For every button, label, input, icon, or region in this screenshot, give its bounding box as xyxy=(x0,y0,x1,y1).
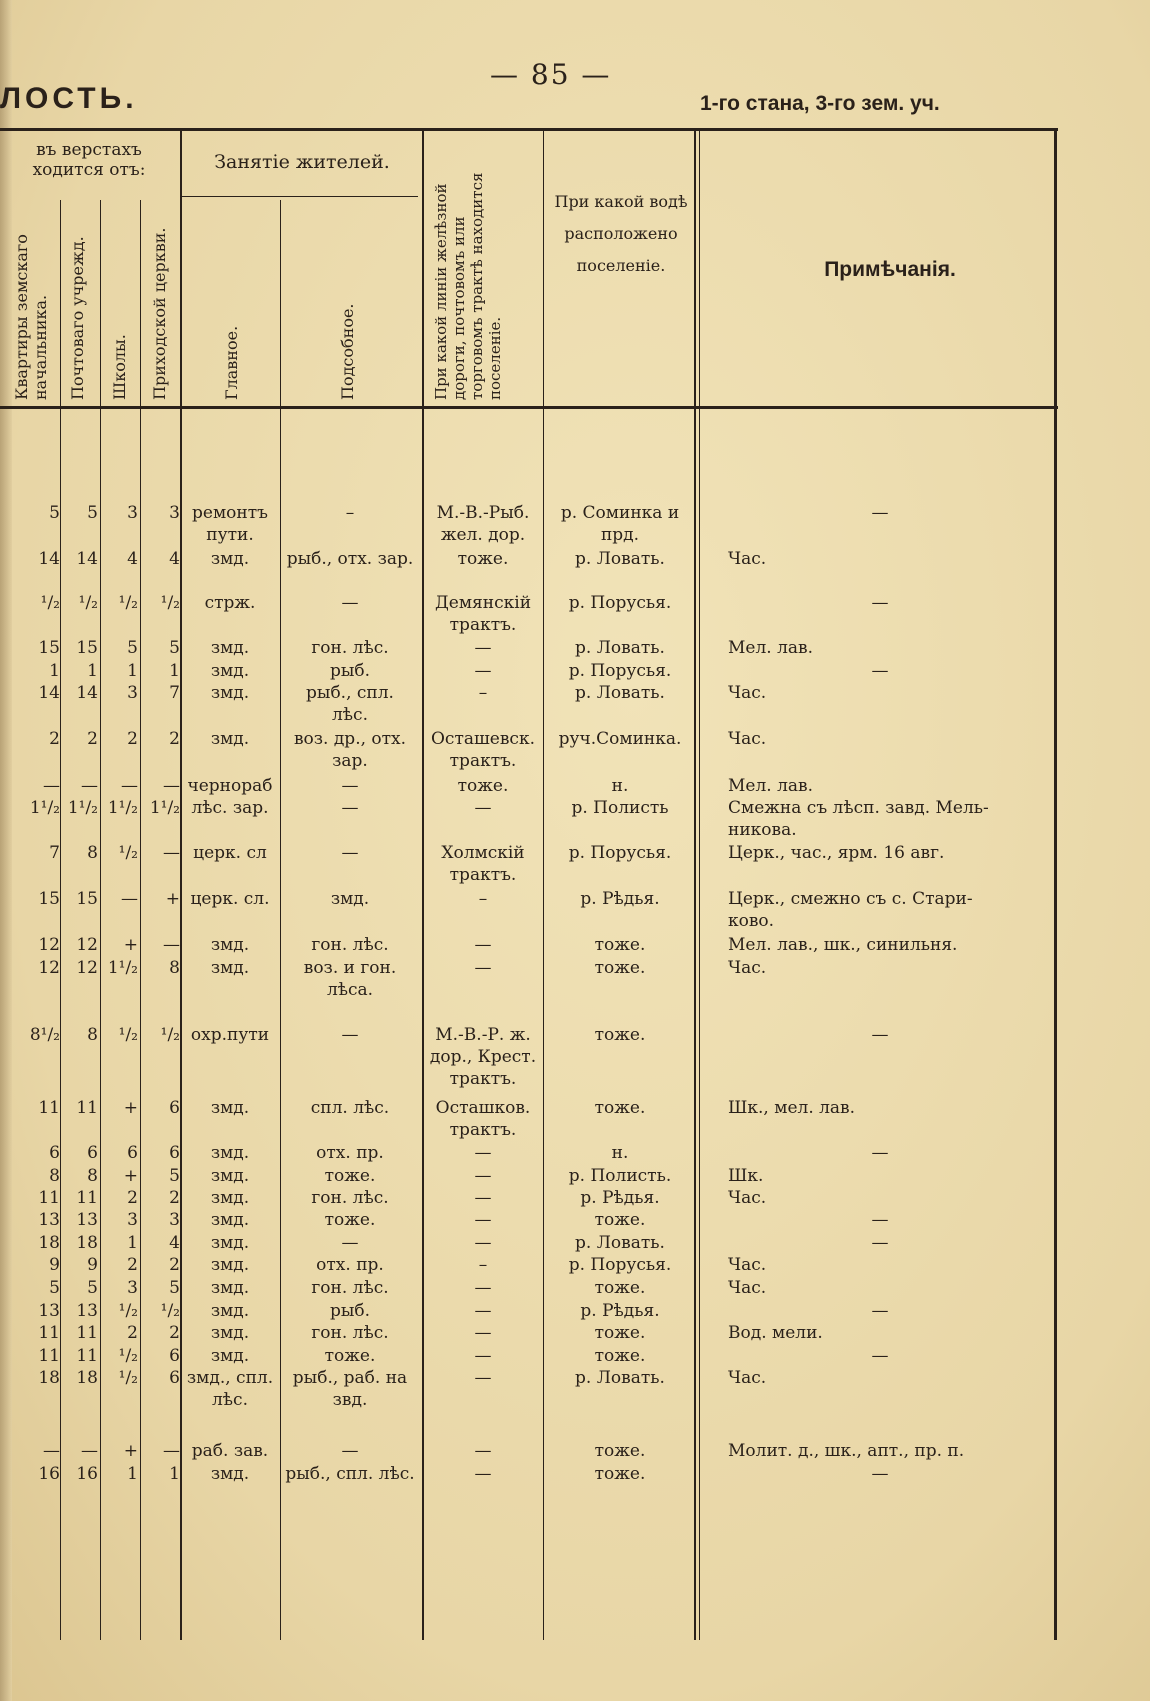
main-header: Главное. xyxy=(222,325,241,400)
distance-cell: 15 xyxy=(38,889,60,909)
note-cell: Час. xyxy=(728,549,767,569)
distance-cell: 2 xyxy=(127,1255,138,1275)
occupation-main-cell: церк. сл. xyxy=(190,889,270,909)
road-cell: – xyxy=(478,683,488,703)
distance-cell: — xyxy=(121,776,138,796)
distance-cell: 13 xyxy=(38,1301,60,1321)
distance-cell: 11 xyxy=(38,1346,60,1366)
road-cell: Холмскій трактъ. xyxy=(441,843,525,885)
occupation-aux-cell: гон. лѣс. xyxy=(311,1278,389,1298)
road-cell: – xyxy=(478,889,488,909)
distance-cell: 5 xyxy=(87,503,98,523)
water-cell: тоже. xyxy=(594,1441,646,1461)
water-cell: р. Рѣдья. xyxy=(580,1188,660,1208)
distance-cell: 3 xyxy=(169,503,180,523)
distance-cell: 2 xyxy=(87,729,98,749)
road-cell: — xyxy=(474,1188,492,1208)
distance-cell: 1 xyxy=(169,1464,180,1484)
distance-cell: 13 xyxy=(38,1210,60,1230)
occupation-aux-cell: — xyxy=(341,1025,359,1045)
occupation-aux-cell: гон. лѣс. xyxy=(311,638,389,658)
occupation-aux-cell: рыб., спл. лѣс. xyxy=(306,683,394,725)
col-divider xyxy=(140,200,141,1640)
note-cell: Час. xyxy=(728,683,767,703)
occupation-aux-cell: тоже. xyxy=(324,1166,376,1186)
note-cell: Час. xyxy=(728,1278,767,1298)
distance-cell: 7 xyxy=(49,843,60,863)
distance-cell: — xyxy=(163,843,180,863)
table-top-rule xyxy=(0,128,1058,131)
distance-cell: 18 xyxy=(76,1233,98,1253)
road-cell: Демянскій трактъ. xyxy=(434,593,532,635)
distance-cell: ¹/₂ xyxy=(118,1368,138,1388)
road-cell: — xyxy=(474,1368,492,1388)
distance-cell: 5 xyxy=(127,638,138,658)
note-cell: Час. xyxy=(728,729,767,749)
note-cell: Час. xyxy=(728,1255,767,1275)
distance-cell: ¹/₂ xyxy=(160,1025,180,1045)
occupation-main-cell: змд. xyxy=(210,1346,250,1366)
distance-cell: 6 xyxy=(87,1143,98,1163)
distance-cell: 6 xyxy=(169,1368,180,1388)
distance-cell: — xyxy=(81,776,98,796)
road-cell: — xyxy=(474,1301,492,1321)
distance-cell: ¹/₂ xyxy=(118,1346,138,1366)
col-divider xyxy=(100,200,101,1640)
zemsky-header: Квартиры земскаго начальника. xyxy=(12,234,50,400)
water-header: При какой водѣ расположено поселеніе. xyxy=(554,192,688,275)
occupation-main-cell: змд. xyxy=(210,1464,250,1484)
note-cell: Час. xyxy=(728,958,767,978)
distance-cell: 15 xyxy=(76,638,98,658)
occupation-main-cell: змд. xyxy=(210,1143,250,1163)
note-cell: Мел. лав. xyxy=(728,638,813,658)
water-cell: тоже. xyxy=(594,1098,646,1118)
note-cell: — xyxy=(871,1143,889,1163)
occupation-aux-cell: тоже. xyxy=(324,1346,376,1366)
occupation-main-cell: змд. xyxy=(210,1166,250,1186)
water-cell: р. Соминка и прд. xyxy=(560,503,680,545)
col-divider xyxy=(180,130,182,1640)
distance-cell: ¹/₂ xyxy=(40,593,60,613)
distance-cell: 4 xyxy=(169,1233,180,1253)
note-cell: Смежна съ лѣсп. завд. Мель- никова. xyxy=(728,798,989,840)
note-cell: Вод. мели. xyxy=(728,1323,823,1343)
water-cell: р. Рѣдья. xyxy=(580,1301,660,1321)
occupation-aux-cell: — xyxy=(341,776,359,796)
note-cell: — xyxy=(871,593,889,613)
distance-cell: 6 xyxy=(169,1346,180,1366)
road-cell: — xyxy=(474,1278,492,1298)
distance-cell: 1¹/₂ xyxy=(107,958,138,978)
occupation-main-cell: змд. xyxy=(210,549,250,569)
distance-cell: 13 xyxy=(76,1301,98,1321)
distance-cell: 12 xyxy=(38,935,60,955)
note-cell: — xyxy=(871,1233,889,1253)
distance-cell: ¹/₂ xyxy=(78,593,98,613)
occupation-aux-cell: рыб. xyxy=(329,661,371,681)
distance-cell: 5 xyxy=(169,638,180,658)
distance-cell: 8 xyxy=(87,1166,98,1186)
distance-cell: 8¹/₂ xyxy=(29,1025,60,1045)
distance-cell: 2 xyxy=(127,729,138,749)
note-cell: Мел. лав. xyxy=(728,776,813,796)
distance-cell: 12 xyxy=(38,958,60,978)
road-cell: — xyxy=(474,661,492,681)
occupation-main-cell: змд. xyxy=(210,683,250,703)
distance-cell: — xyxy=(163,935,180,955)
road-cell: — xyxy=(474,1323,492,1343)
distance-cell: 18 xyxy=(76,1368,98,1388)
road-cell: тоже. xyxy=(457,776,509,796)
water-cell: р. Ловать. xyxy=(575,1233,665,1253)
distance-cell: 6 xyxy=(169,1098,180,1118)
note-cell: Шк. xyxy=(728,1166,764,1186)
auxiliary-header: Подсобное. xyxy=(338,303,357,400)
distance-cell: 2 xyxy=(169,1188,180,1208)
road-cell: тоже. xyxy=(457,549,509,569)
note-cell: — xyxy=(871,1210,889,1230)
distance-cell: 5 xyxy=(169,1278,180,1298)
distance-cell: ¹/₂ xyxy=(160,1301,180,1321)
distance-cell: 16 xyxy=(38,1464,60,1484)
occupation-main-cell: стрж. xyxy=(204,593,256,613)
distance-cell: 3 xyxy=(127,503,138,523)
distance-cell: 6 xyxy=(169,1143,180,1163)
distance-cell: 2 xyxy=(169,729,180,749)
distance-cell: 15 xyxy=(38,638,60,658)
notes-header: Примѣчанія. xyxy=(824,258,956,281)
distance-cell: 7 xyxy=(169,683,180,703)
note-cell: Шк., мел. лав. xyxy=(728,1098,856,1118)
occupation-main-cell: змд. xyxy=(210,1278,250,1298)
water-cell: н. xyxy=(611,776,629,796)
road-cell: — xyxy=(474,1441,492,1461)
distance-cell: 1 xyxy=(49,661,60,681)
occupation-aux-cell: — xyxy=(341,1441,359,1461)
distance-cell: — xyxy=(121,889,138,909)
distance-cell: 1 xyxy=(169,661,180,681)
distance-cell: 11 xyxy=(76,1323,98,1343)
school-header: Школы. xyxy=(110,334,129,400)
water-cell: тоже. xyxy=(594,958,646,978)
note-cell: Час. xyxy=(728,1188,767,1208)
occupation-aux-cell: — xyxy=(341,843,359,863)
distance-cell: 18 xyxy=(38,1233,60,1253)
distance-cell: 2 xyxy=(49,729,60,749)
distance-cell: 1¹/₂ xyxy=(29,798,60,818)
water-cell: р. Полисть xyxy=(571,798,669,818)
occupation-group-header: Занятіе жителей. xyxy=(214,151,390,173)
note-cell: — xyxy=(871,503,889,523)
distance-cell: 1¹/₂ xyxy=(149,798,180,818)
note-cell: Церк., смежно съ с. Стари- ково. xyxy=(728,889,973,931)
occupation-aux-cell: воз. и гон. лѣса. xyxy=(303,958,397,1000)
occupation-aux-cell: – xyxy=(345,503,355,523)
water-cell: тоже. xyxy=(594,1323,646,1343)
occupation-aux-cell: рыб., спл. лѣс. xyxy=(285,1464,415,1484)
water-cell: р. Порусья. xyxy=(568,1255,672,1275)
distance-cell: 1 xyxy=(127,1233,138,1253)
water-cell: тоже. xyxy=(594,935,646,955)
distance-cell: 3 xyxy=(127,683,138,703)
water-cell: руч.Соминка. xyxy=(558,729,682,749)
note-cell: Молит. д., шк., апт., пр. п. xyxy=(728,1441,965,1461)
occupation-main-cell: змд. xyxy=(210,1255,250,1275)
distance-cell: + xyxy=(123,935,138,955)
distance-cell: 8 xyxy=(49,1166,60,1186)
col-divider xyxy=(694,130,696,1640)
occupation-main-cell: змд. xyxy=(210,1188,250,1208)
occupation-aux-cell: гон. лѣс. xyxy=(311,1188,389,1208)
occupation-main-cell: змд. xyxy=(210,661,250,681)
district-title: 1-го стана, 3-го зем. уч. xyxy=(700,92,940,115)
occupation-aux-cell: отх. пр. xyxy=(316,1255,384,1275)
distance-cell: 1¹/₂ xyxy=(67,798,98,818)
note-cell: Церк., час., ярм. 16 авг. xyxy=(728,843,945,863)
water-cell: р. Рѣдья. xyxy=(580,889,660,909)
road-header: При какой линіи желѣзной дороги, почтовомъ или торговомъ трактѣ находится поселеніе. xyxy=(432,172,504,400)
distance-cell: 2 xyxy=(127,1323,138,1343)
distance-cell: ¹/₂ xyxy=(118,1301,138,1321)
distance-cell: 5 xyxy=(49,503,60,523)
distance-cell: 15 xyxy=(76,889,98,909)
occupation-aux-cell: спл. лѣс. xyxy=(310,1098,390,1118)
distance-cell: 11 xyxy=(38,1098,60,1118)
water-cell: р. Порусья. xyxy=(568,593,672,613)
distance-cell: — xyxy=(43,1441,60,1461)
occupation-aux-cell: рыб., раб. на звд. xyxy=(292,1368,408,1410)
distance-cell: 2 xyxy=(169,1255,180,1275)
distance-cell: 11 xyxy=(76,1098,98,1118)
water-cell: тоже. xyxy=(594,1025,646,1045)
distance-cell: 6 xyxy=(127,1143,138,1163)
occupation-main-cell: раб. зав. xyxy=(191,1441,269,1461)
occupation-main-cell: змд. xyxy=(210,1301,250,1321)
occupation-aux-cell: воз. др., отх. зар. xyxy=(293,729,407,771)
occupation-main-cell: змд. xyxy=(210,729,250,749)
road-cell: Осташков. трактъ. xyxy=(435,1098,531,1140)
church-header: Приходской церкви. xyxy=(150,227,169,400)
distance-group-header: въ верстахъ ходится отъ: xyxy=(32,140,146,180)
occupation-aux-cell: — xyxy=(341,1233,359,1253)
distance-cell: ¹/₂ xyxy=(160,593,180,613)
occupation-main-cell: охр.пути xyxy=(190,1025,270,1045)
distance-cell: 3 xyxy=(169,1210,180,1230)
water-cell: тоже. xyxy=(594,1278,646,1298)
col-divider xyxy=(60,200,61,1640)
occupation-main-cell: лѣс. зар. xyxy=(191,798,269,818)
occupation-main-cell: змд. xyxy=(210,638,250,658)
occupation-divider xyxy=(182,196,418,197)
distance-cell: ¹/₂ xyxy=(118,1025,138,1045)
road-cell: Осташевск. трактъ. xyxy=(431,729,535,771)
water-cell: р. Ловать. xyxy=(575,1368,665,1388)
occupation-main-cell: змд. xyxy=(210,1233,250,1253)
road-cell: — xyxy=(474,1464,492,1484)
header-bottom-rule xyxy=(0,406,1058,409)
water-cell: р. Полисть. xyxy=(568,1166,672,1186)
note-cell: — xyxy=(871,1464,889,1484)
distance-cell: 16 xyxy=(76,1464,98,1484)
distance-cell: 3 xyxy=(127,1278,138,1298)
water-cell: тоже. xyxy=(594,1464,646,1484)
distance-cell: + xyxy=(165,889,180,909)
distance-cell: 1 xyxy=(87,661,98,681)
distance-cell: 5 xyxy=(49,1278,60,1298)
occupation-main-cell: ремонтъ пути. xyxy=(192,503,268,545)
distance-cell: 4 xyxy=(127,549,138,569)
occupation-main-cell: церк. сл xyxy=(193,843,267,863)
note-cell: — xyxy=(871,1301,889,1321)
water-cell: р. Порусья. xyxy=(568,843,672,863)
note-cell: Мел. лав., шк., синильня. xyxy=(728,935,958,955)
occupation-aux-cell: гон. лѣс. xyxy=(311,935,389,955)
occupation-aux-cell: рыб., отх. зар. xyxy=(286,549,414,569)
note-cell: — xyxy=(871,1346,889,1366)
col-divider xyxy=(699,130,700,1640)
col-divider xyxy=(280,200,281,1640)
occupation-main-cell: змд. xyxy=(210,935,250,955)
distance-cell: 8 xyxy=(87,843,98,863)
road-cell: — xyxy=(474,935,492,955)
road-cell: — xyxy=(474,1233,492,1253)
distance-cell: 3 xyxy=(127,1210,138,1230)
distance-cell: 1 xyxy=(127,661,138,681)
water-cell: р. Ловать. xyxy=(575,638,665,658)
distance-cell: 11 xyxy=(76,1346,98,1366)
note-cell: — xyxy=(871,661,889,681)
road-cell: — xyxy=(474,1210,492,1230)
road-cell: — xyxy=(474,1346,492,1366)
table-right-rule xyxy=(1054,130,1057,1640)
occupation-aux-cell: змд. xyxy=(330,889,370,909)
distance-cell: 5 xyxy=(87,1278,98,1298)
road-cell: — xyxy=(474,1166,492,1186)
water-cell: тоже. xyxy=(594,1210,646,1230)
distance-cell: — xyxy=(163,1441,180,1461)
road-cell: — xyxy=(474,958,492,978)
distance-cell: 6 xyxy=(49,1143,60,1163)
distance-cell: 11 xyxy=(38,1188,60,1208)
note-cell: Час. xyxy=(728,1368,767,1388)
distance-cell: — xyxy=(43,776,60,796)
distance-cell: + xyxy=(123,1441,138,1461)
postal-header: Почтоваго учрежд. xyxy=(68,236,87,400)
road-cell: — xyxy=(474,798,492,818)
distance-cell: 1¹/₂ xyxy=(107,798,138,818)
occupation-aux-cell: — xyxy=(341,593,359,613)
distance-cell: 14 xyxy=(76,683,98,703)
distance-cell: 14 xyxy=(76,549,98,569)
occupation-main-cell: чернораб xyxy=(187,776,273,796)
distance-cell: 2 xyxy=(169,1323,180,1343)
distance-cell: 14 xyxy=(38,549,60,569)
col-divider xyxy=(543,130,544,1640)
water-cell: р. Ловать. xyxy=(575,683,665,703)
occupation-aux-cell: рыб. xyxy=(329,1301,371,1321)
distance-cell: 11 xyxy=(38,1323,60,1343)
occupation-main-cell: змд. xyxy=(210,1098,250,1118)
distance-cell: — xyxy=(81,1441,98,1461)
distance-cell: 1 xyxy=(127,1464,138,1484)
page-number: — 85 — xyxy=(490,58,612,91)
occupation-main-cell: змд., спл. лѣс. xyxy=(186,1368,274,1410)
distance-cell: 8 xyxy=(87,1025,98,1045)
distance-cell: ¹/₂ xyxy=(118,593,138,613)
occupation-main-cell: змд. xyxy=(210,958,250,978)
road-cell: – xyxy=(478,1255,488,1275)
distance-cell: 8 xyxy=(169,958,180,978)
distance-cell: 13 xyxy=(76,1210,98,1230)
occupation-aux-cell: тоже. xyxy=(324,1210,376,1230)
distance-cell: 2 xyxy=(127,1188,138,1208)
distance-cell: 11 xyxy=(76,1188,98,1208)
water-cell: н. xyxy=(611,1143,629,1163)
occupation-aux-cell: — xyxy=(341,798,359,818)
road-cell: — xyxy=(474,638,492,658)
water-cell: р. Порусья. xyxy=(568,661,672,681)
occupation-aux-cell: отх. пр. xyxy=(316,1143,384,1163)
distance-cell: ¹/₂ xyxy=(118,843,138,863)
distance-cell: 12 xyxy=(76,935,98,955)
distance-cell: 4 xyxy=(169,549,180,569)
road-cell: — xyxy=(474,1143,492,1163)
distance-cell: — xyxy=(163,776,180,796)
distance-cell: 12 xyxy=(76,958,98,978)
road-cell: М.-В.-Р. ж. дор., Крест. трактъ. xyxy=(429,1025,537,1089)
region-title: ЛОСТЬ. xyxy=(0,82,138,115)
road-cell: М.-В.-Рыб. жел. дор. xyxy=(436,503,530,545)
occupation-aux-cell: гон. лѣс. xyxy=(311,1323,389,1343)
occupation-main-cell: змд. xyxy=(210,1210,250,1230)
occupation-main-cell: змд. xyxy=(210,1323,250,1343)
water-cell: тоже. xyxy=(594,1346,646,1366)
distance-cell: + xyxy=(123,1098,138,1118)
distance-cell: 18 xyxy=(38,1368,60,1388)
distance-cell: + xyxy=(123,1166,138,1186)
distance-cell: 9 xyxy=(49,1255,60,1275)
water-cell: р. Ловать. xyxy=(575,549,665,569)
distance-cell: 5 xyxy=(169,1166,180,1186)
note-cell: — xyxy=(871,1025,889,1045)
distance-cell: 14 xyxy=(38,683,60,703)
distance-cell: 9 xyxy=(87,1255,98,1275)
